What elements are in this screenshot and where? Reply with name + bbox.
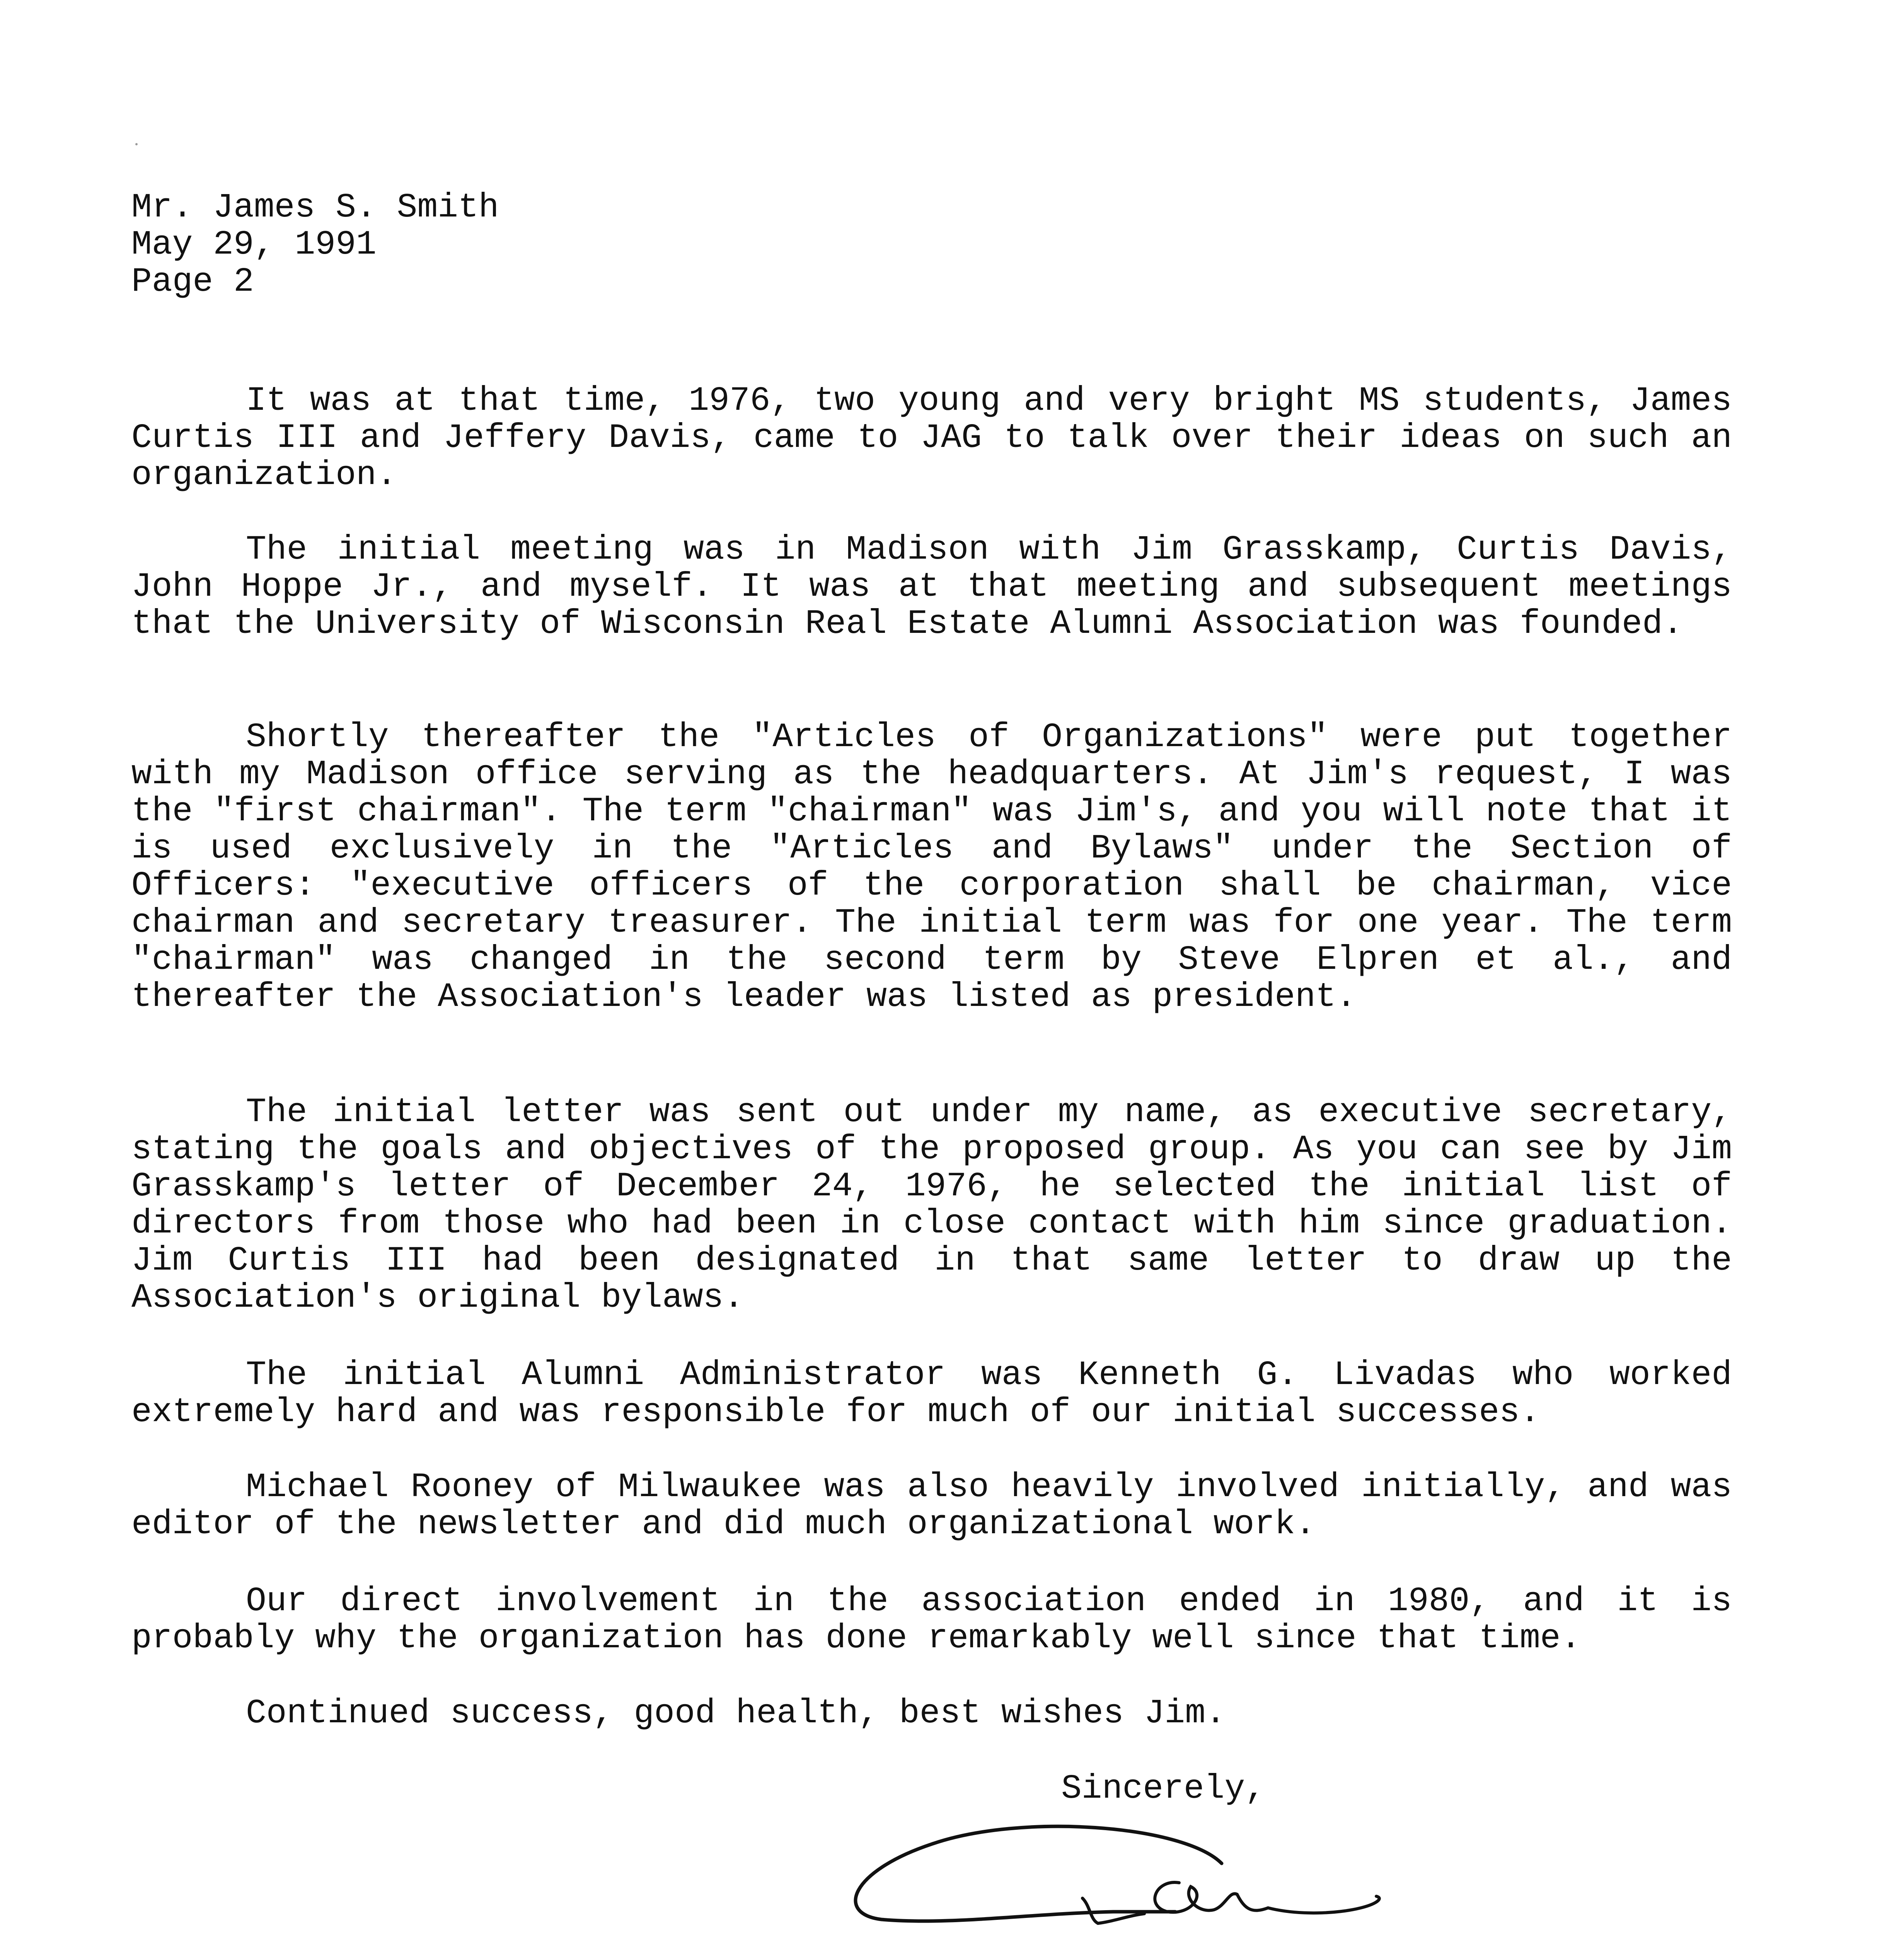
paragraph-5: The initial Alumni Administrator was Kenneth G. Livadas who worked extremely hard and was responsible for much of our initial successes. [131, 1356, 1732, 1432]
handwritten-signature [835, 1817, 1415, 1933]
paragraph-3: Shortly thereafter the "Articles of Organizations" were put together with my Madison office serving as the headquarters. At Jim's request, I was the "first chairman". The term "chairman" was Jim's, and you will note that it is used exclusively in the "Articles and Bylaws" under the Section of Officers: "executive officers of the corporation shall be chairman, vice chairman and secretary treasurer. The initial term was for one year. The term "chairman" was changed in the second term by Steve Elpren et al., and thereafter the Association's leader was listed as president. [131, 718, 1732, 1016]
recipient-line: Mr. James S. Smith [131, 189, 499, 227]
paragraph-1: It was at that time, 1976, two young and very bright MS students, James Curtis III and Jeffery Davis, came to JAG to talk over their ideas on such an organization. [131, 382, 1732, 494]
closing-line: Sincerely, [1061, 1770, 1266, 1808]
date-line: May 29, 1991 [131, 226, 377, 264]
paragraph-7: Our direct involvement in the association ended in 1980, and it is probably why the organization has done remarkably well since that time. [131, 1582, 1732, 1658]
scan-speck [135, 143, 138, 145]
page-number-line: Page 2 [131, 263, 254, 301]
paragraph-6: Michael Rooney of Milwaukee was also heavily involved initially, and was editor of the newsletter and did much organizational work. [131, 1468, 1732, 1544]
paragraph-4: The initial letter was sent out under my name, as executive secretary, stating the goals and objectives of the proposed group. As you can see by Jim Grasskamp's letter of December 24, 1976, he selected the initial list of directors from those who had been in close contact with him since graduation. Jim Curtis III had been designated in that same letter to draw up the Association's original bylaws. [131, 1093, 1732, 1317]
letter-header [131, 189, 1732, 301]
paragraph-8: Continued success, good health, best wishes Jim. [246, 1694, 1226, 1733]
paragraph-2: The initial meeting was in Madison with Jim Grasskamp, Curtis Davis, John Hoppe Jr., and myself. It was at that meeting and subsequent meetings that the University of Wisconsin Real Estate Alumni Association was founded. [131, 531, 1732, 643]
